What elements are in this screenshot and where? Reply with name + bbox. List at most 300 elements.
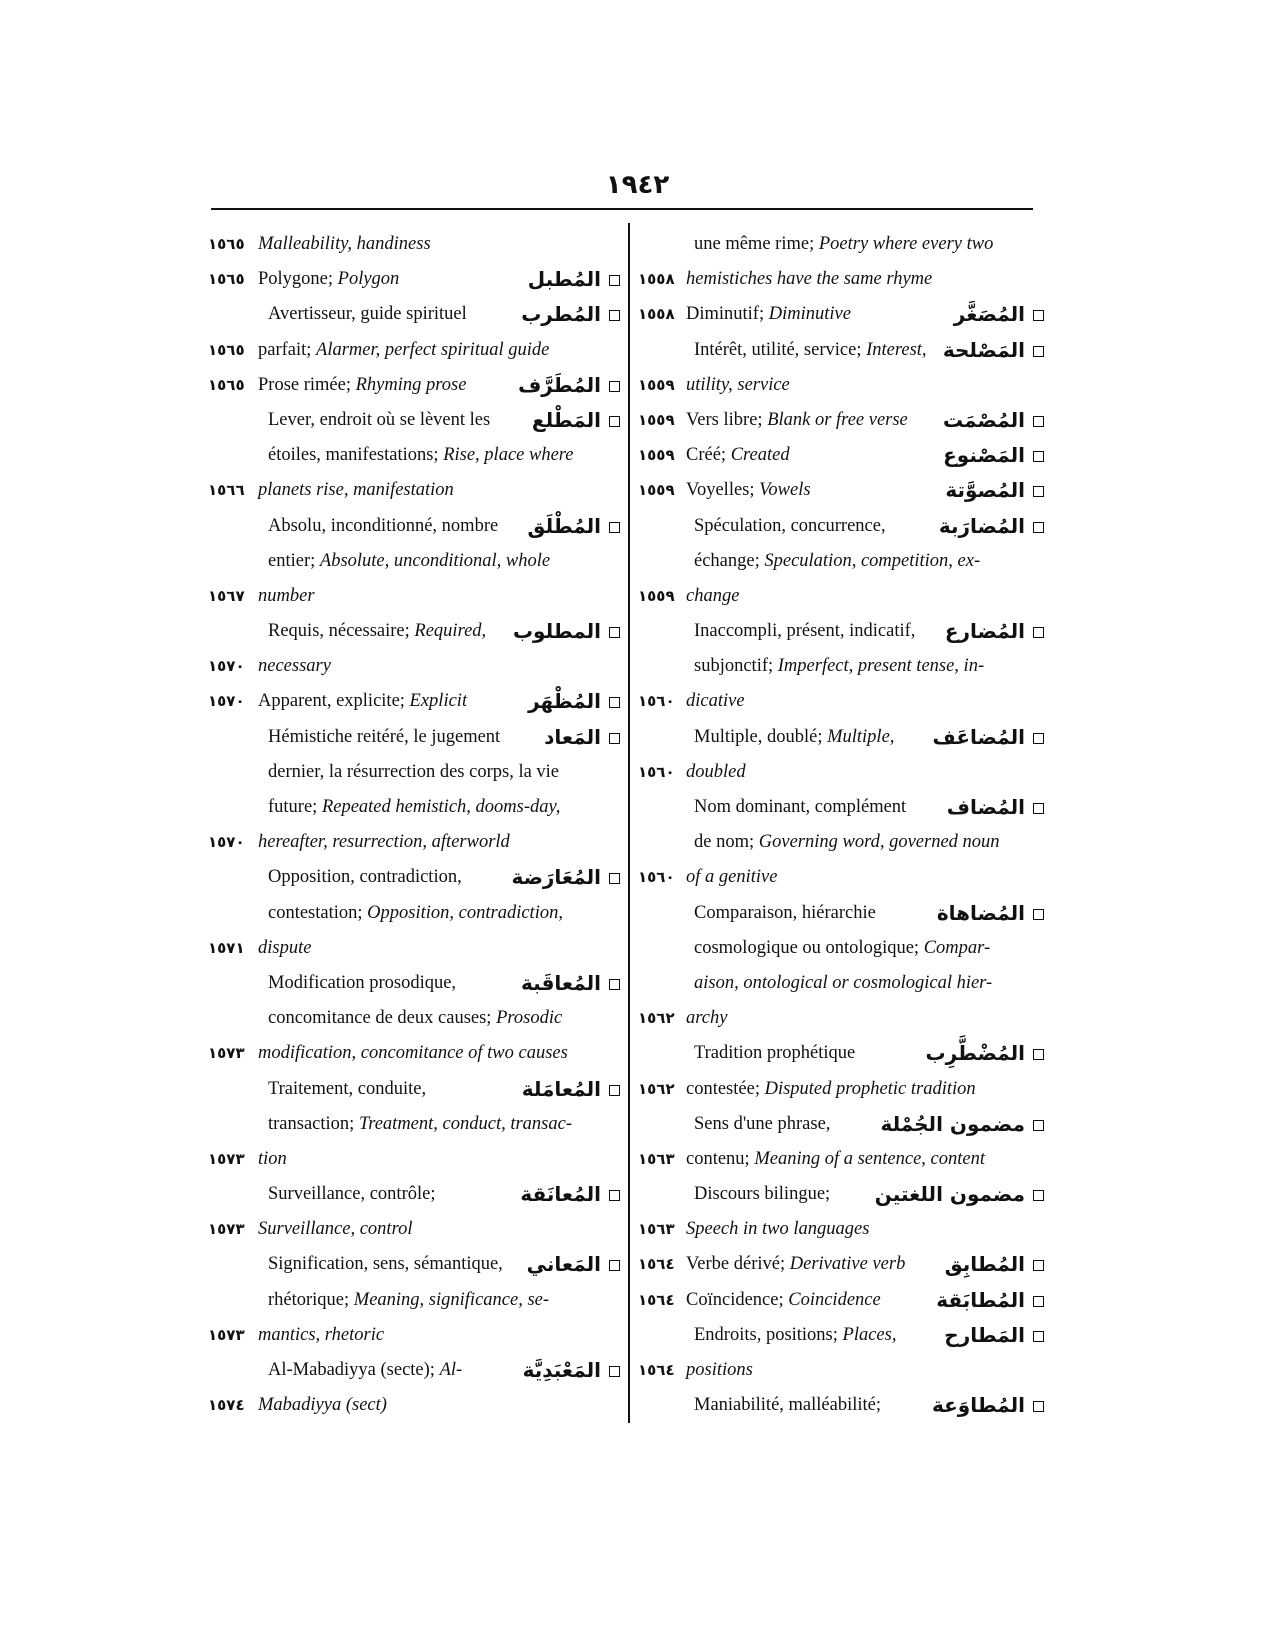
left-column bbox=[208, 228, 620, 1424]
french-definition: concomitance de deux causes; bbox=[268, 1008, 497, 1029]
arabic-headword bbox=[528, 263, 620, 295]
english-definition: change bbox=[686, 585, 740, 606]
french-definition: future; bbox=[268, 797, 322, 817]
english-definition: Meaning, significance, se- bbox=[353, 1289, 550, 1310]
entry-text bbox=[258, 263, 399, 295]
english-definition: Vowels bbox=[759, 480, 811, 501]
entry-line bbox=[208, 685, 620, 720]
arabic-term: المُعانَقة bbox=[520, 1182, 601, 1207]
arabic-term: المَصْلحة bbox=[942, 337, 1025, 362]
english-definition: Alarmer, perfect spiritual guide bbox=[316, 339, 550, 360]
arabic-term: مضمون الجُمْلة bbox=[880, 1111, 1025, 1136]
reference-page-number: ١٥٥٨ bbox=[638, 305, 675, 324]
english-definition: utility, service bbox=[686, 374, 790, 395]
entry-text bbox=[694, 932, 990, 964]
arabic-headword bbox=[532, 404, 620, 436]
entry-box-icon bbox=[1033, 1260, 1044, 1271]
arabic-headword bbox=[520, 1178, 620, 1210]
arabic-headword bbox=[932, 1389, 1044, 1421]
entry-text bbox=[686, 474, 811, 506]
entry-text bbox=[686, 1143, 985, 1175]
french-definition: Discours bilingue; bbox=[694, 1184, 831, 1205]
entry-text bbox=[258, 334, 549, 366]
entry-line bbox=[638, 932, 1044, 967]
entry-text bbox=[258, 369, 466, 401]
entry-line bbox=[208, 1108, 620, 1143]
reference-page-number: ١٥٥٩ bbox=[638, 446, 675, 465]
french-definition: Al-Mabadiyya (secte); bbox=[268, 1360, 440, 1380]
arabic-term: المُضاف bbox=[946, 795, 1025, 819]
french-definition: Apparent, explicite; bbox=[258, 691, 410, 712]
entry-line bbox=[638, 1143, 1044, 1178]
arabic-term: المَصْنوع bbox=[943, 443, 1025, 468]
english-definition: archy bbox=[686, 1008, 728, 1029]
reference-page-number: ١٥٦٤ bbox=[638, 1290, 675, 1309]
reference-page-number: ١٥٧٠ bbox=[208, 657, 245, 676]
entry-line bbox=[638, 826, 1044, 861]
entry-text bbox=[694, 615, 915, 647]
entry-line bbox=[208, 369, 620, 404]
entry-line bbox=[208, 510, 620, 545]
entry-line bbox=[638, 1319, 1044, 1354]
entry-text bbox=[268, 298, 467, 330]
arabic-headword bbox=[954, 298, 1044, 330]
english-definition: Explicit bbox=[409, 691, 468, 712]
reference-page-number: ١٥٦٤ bbox=[638, 1255, 675, 1274]
entry-text bbox=[694, 228, 993, 260]
entry-line bbox=[638, 791, 1044, 826]
entry-line bbox=[638, 756, 1044, 791]
english-definition: Prosodic bbox=[496, 1008, 563, 1029]
french-definition: cosmologique ou ontologique; bbox=[694, 937, 924, 958]
arabic-term: المُصوَّتة bbox=[945, 478, 1025, 503]
entry-box-icon bbox=[1033, 522, 1044, 533]
entry-box-icon bbox=[609, 627, 620, 638]
entry-line bbox=[638, 1389, 1044, 1424]
reference-page-number: ١٥٧٤ bbox=[208, 1396, 245, 1415]
entry-text bbox=[258, 932, 311, 964]
entry-box-icon bbox=[1033, 1120, 1044, 1131]
entry-line bbox=[638, 685, 1044, 720]
entry-box-icon bbox=[1033, 416, 1044, 427]
english-definition: Meaning of a sentence, content bbox=[754, 1148, 985, 1169]
english-definition: aison, ontological or cosmological hier- bbox=[694, 972, 993, 993]
entry-box-icon bbox=[1033, 1331, 1044, 1342]
entry-text bbox=[686, 1284, 881, 1316]
entry-text bbox=[686, 1002, 727, 1034]
french-definition: Absolu, inconditionné, nombre bbox=[268, 515, 499, 536]
entry-line bbox=[638, 369, 1044, 404]
french-definition: Voyelles; bbox=[686, 480, 760, 501]
entry-box-icon bbox=[609, 1085, 620, 1096]
entry-text bbox=[258, 826, 510, 858]
entry-text bbox=[268, 1248, 503, 1280]
entry-text bbox=[268, 1178, 435, 1210]
entry-line bbox=[208, 1354, 620, 1389]
entry-line bbox=[638, 1284, 1044, 1319]
english-definition: Governing word, governed noun bbox=[758, 832, 1000, 853]
arabic-headword bbox=[933, 721, 1044, 753]
entry-line bbox=[208, 1319, 620, 1354]
english-definition: Surveillance, control bbox=[258, 1219, 413, 1240]
entry-text bbox=[258, 580, 315, 612]
arabic-headword bbox=[521, 298, 620, 330]
entry-box-icon bbox=[1033, 1401, 1044, 1412]
entry-line bbox=[208, 826, 620, 861]
entry-box-icon bbox=[609, 275, 620, 286]
entry-line bbox=[638, 439, 1044, 474]
entry-text bbox=[268, 967, 456, 999]
english-definition: Absolute, unconditional, whole bbox=[319, 550, 551, 571]
arabic-term: المَعاني bbox=[526, 1252, 601, 1277]
french-definition: Avertisseur, guide spirituel bbox=[268, 304, 467, 325]
french-definition: transaction; bbox=[268, 1113, 359, 1134]
entry-box-icon bbox=[609, 310, 620, 321]
reference-page-number: ١٥٧٠ bbox=[208, 833, 245, 852]
english-definition: Repeated hemistich, dooms-day, bbox=[321, 797, 561, 817]
arabic-term: المَطارح bbox=[944, 1322, 1025, 1347]
french-definition: Verbe dérivé; bbox=[686, 1254, 790, 1275]
english-definition: hereafter, resurrection, afterworld bbox=[258, 832, 510, 853]
arabic-term: المَعْبَدِيَّة bbox=[522, 1358, 601, 1382]
arabic-headword bbox=[943, 439, 1044, 471]
french-definition: Prose rimée; bbox=[258, 374, 356, 395]
entry-text bbox=[258, 228, 431, 260]
right-column bbox=[638, 228, 1044, 1424]
english-definition: Malleability, handiness bbox=[258, 234, 431, 254]
entry-line bbox=[638, 1248, 1044, 1283]
entry-line bbox=[638, 721, 1044, 756]
english-definition: Compar- bbox=[923, 937, 991, 958]
arabic-headword bbox=[939, 510, 1044, 542]
english-definition: modification, concomitance of two causes bbox=[258, 1043, 568, 1064]
reference-page-number: ١٥٦٥ bbox=[208, 375, 245, 394]
reference-page-number: ١٥٦٣ bbox=[638, 1220, 675, 1239]
arabic-headword bbox=[945, 1248, 1044, 1280]
entry-line bbox=[208, 932, 620, 967]
entry-text bbox=[268, 439, 574, 471]
entry-text bbox=[268, 861, 462, 893]
entry-text bbox=[694, 1319, 896, 1351]
entry-text bbox=[268, 545, 550, 577]
entry-line bbox=[208, 298, 620, 333]
french-definition: entier; bbox=[268, 550, 320, 571]
entry-line bbox=[208, 897, 620, 932]
french-definition: contenu; bbox=[686, 1148, 755, 1169]
entry-line bbox=[208, 439, 620, 474]
entry-line bbox=[638, 1073, 1044, 1108]
arabic-term: المُطْلَق bbox=[527, 513, 601, 538]
english-definition: Rise, place where bbox=[443, 445, 574, 466]
english-definition: hemistiches have the same rhyme bbox=[686, 269, 933, 290]
entry-box-icon bbox=[609, 1260, 620, 1271]
english-definition: Places, bbox=[842, 1324, 897, 1345]
entry-text bbox=[694, 791, 906, 823]
entry-text bbox=[686, 263, 932, 295]
entry-box-icon bbox=[1033, 1049, 1044, 1060]
entry-box-icon bbox=[609, 381, 620, 392]
entry-text bbox=[268, 1002, 562, 1034]
reference-page-number: ١٥٥٩ bbox=[638, 410, 675, 429]
reference-page-number: ١٥٧٠ bbox=[208, 692, 245, 711]
entry-box-icon bbox=[609, 1190, 620, 1201]
entry-line bbox=[208, 615, 620, 650]
arabic-term: المُطبل bbox=[527, 267, 601, 292]
arabic-headword bbox=[521, 967, 620, 999]
entry-text bbox=[268, 510, 498, 542]
arabic-term: المُطابَقة bbox=[936, 1287, 1025, 1312]
english-definition: Rhyming prose bbox=[355, 374, 467, 395]
french-definition: de nom; bbox=[694, 832, 759, 853]
arabic-headword bbox=[943, 404, 1044, 436]
entry-box-icon bbox=[1033, 486, 1044, 497]
reference-page-number: ١٥٥٩ bbox=[638, 481, 675, 500]
french-definition: Tradition prophétique bbox=[694, 1043, 856, 1064]
english-definition: mantics, rhetoric bbox=[258, 1324, 385, 1345]
entry-text bbox=[258, 474, 454, 506]
english-definition: Multiple, bbox=[827, 726, 895, 747]
french-definition: échange; bbox=[694, 550, 765, 571]
arabic-term: المُطابِق bbox=[944, 1252, 1025, 1277]
french-definition: Comparaison, hiérarchie bbox=[694, 902, 876, 923]
french-definition: Lever, endroit où se lèvent les bbox=[268, 409, 491, 430]
arabic-term: المُصَغَّر bbox=[953, 302, 1025, 327]
french-definition: Polygone; bbox=[258, 269, 338, 290]
arabic-term: المُضاهاة bbox=[936, 900, 1025, 925]
entry-line bbox=[208, 474, 620, 509]
reference-page-number: ١٥٦٠ bbox=[638, 762, 675, 781]
entry-text bbox=[694, 967, 992, 999]
reference-page-number: ١٥٦٠ bbox=[638, 692, 675, 711]
entry-line bbox=[638, 545, 1044, 580]
entry-text bbox=[694, 1389, 881, 1421]
entry-line bbox=[638, 1213, 1044, 1248]
english-definition: Speech in two languages bbox=[686, 1219, 870, 1240]
english-definition: number bbox=[258, 585, 315, 606]
entry-line bbox=[208, 861, 620, 896]
entry-line bbox=[638, 1037, 1044, 1072]
entry-line bbox=[638, 615, 1044, 650]
arabic-headword bbox=[528, 685, 620, 717]
entry-text bbox=[268, 1073, 426, 1105]
entry-line bbox=[208, 1002, 620, 1037]
entry-text bbox=[686, 1354, 753, 1386]
english-definition: positions bbox=[686, 1360, 753, 1380]
entry-line bbox=[638, 897, 1044, 932]
french-definition: contestation; bbox=[268, 902, 368, 923]
entry-text bbox=[694, 1178, 830, 1210]
arabic-term: المَعاد bbox=[544, 724, 601, 749]
entry-text bbox=[686, 1248, 905, 1280]
entry-line bbox=[208, 1073, 620, 1108]
entry-line bbox=[208, 756, 620, 791]
entry-text bbox=[686, 756, 746, 788]
entry-line bbox=[638, 1354, 1044, 1389]
entry-text bbox=[694, 826, 1000, 858]
entry-box-icon bbox=[609, 979, 620, 990]
arabic-term: المُصْمَت bbox=[942, 407, 1025, 432]
entry-line bbox=[208, 721, 620, 756]
entry-line bbox=[208, 1284, 620, 1319]
top-rule bbox=[211, 208, 1033, 210]
arabic-headword bbox=[947, 791, 1044, 823]
entry-box-icon bbox=[1033, 1190, 1044, 1201]
arabic-term: المُعامَلة bbox=[521, 1076, 601, 1101]
entry-text bbox=[258, 1319, 384, 1351]
page-number: ١٩٤٢ bbox=[605, 170, 670, 200]
entry-text bbox=[258, 1213, 412, 1245]
english-definition: Blank or free verse bbox=[767, 409, 908, 430]
english-definition: of a genitive bbox=[686, 867, 778, 888]
french-definition: Signification, sens, sémantique, bbox=[268, 1254, 503, 1275]
french-definition: Spéculation, concurrence, bbox=[694, 515, 886, 536]
entry-line bbox=[638, 580, 1044, 615]
english-definition: Poetry where every two bbox=[818, 234, 994, 254]
entry-text bbox=[268, 1354, 462, 1386]
entry-line bbox=[208, 1037, 620, 1072]
french-definition: Modification prosodique, bbox=[268, 972, 457, 993]
entry-line bbox=[208, 545, 620, 580]
french-definition: Coïncidence; bbox=[686, 1289, 789, 1310]
entry-line bbox=[208, 404, 620, 439]
entry-line bbox=[638, 1108, 1044, 1143]
entry-text bbox=[268, 721, 500, 753]
entry-line bbox=[638, 1178, 1044, 1213]
english-definition: Derivative verb bbox=[789, 1254, 906, 1275]
english-definition: tion bbox=[258, 1148, 287, 1169]
english-definition: Imperfect, present tense, in- bbox=[777, 656, 985, 677]
english-definition: Disputed prophetic tradition bbox=[764, 1078, 976, 1099]
entry-line bbox=[208, 967, 620, 1002]
french-definition: parfait; bbox=[258, 339, 317, 360]
entry-text bbox=[686, 1073, 976, 1105]
entry-box-icon bbox=[609, 1366, 620, 1377]
reference-page-number: ١٥٧١ bbox=[208, 938, 245, 957]
entry-text bbox=[686, 685, 745, 717]
french-definition: Opposition, contradiction, bbox=[268, 867, 462, 888]
english-definition: Coincidence bbox=[788, 1289, 881, 1310]
arabic-term: مضمون اللغتين bbox=[874, 1182, 1025, 1207]
arabic-headword bbox=[936, 1284, 1044, 1316]
reference-page-number: ١٥٦٠ bbox=[638, 868, 675, 887]
arabic-term: المُطرب bbox=[521, 302, 601, 327]
arabic-headword bbox=[523, 1354, 620, 1386]
french-definition: Intérêt, utilité, service; bbox=[694, 339, 867, 360]
entry-text bbox=[268, 756, 559, 788]
entry-text bbox=[686, 1213, 869, 1245]
reference-page-number: ١٥٦٥ bbox=[208, 235, 245, 253]
french-definition: Endroits, positions; bbox=[694, 1324, 843, 1345]
english-definition: dispute bbox=[258, 937, 312, 958]
entry-text bbox=[258, 685, 467, 717]
french-definition: Vers libre; bbox=[686, 409, 768, 430]
reference-page-number: ١٥٧٣ bbox=[208, 1325, 245, 1344]
arabic-headword bbox=[880, 1108, 1044, 1140]
arabic-term: المطلوب bbox=[512, 619, 601, 644]
entry-text bbox=[686, 439, 790, 471]
entry-box-icon bbox=[1033, 310, 1044, 321]
english-definition: Polygon bbox=[337, 269, 400, 290]
english-definition: Speculation, competition, ex- bbox=[764, 550, 981, 571]
entry-box-icon bbox=[1033, 803, 1044, 814]
entry-box-icon bbox=[1033, 346, 1044, 357]
entry-box-icon bbox=[1033, 627, 1044, 638]
entry-text bbox=[686, 404, 908, 436]
entry-line bbox=[638, 510, 1044, 545]
entry-text bbox=[686, 369, 790, 401]
entry-text bbox=[694, 650, 984, 682]
arabic-term: المُعَارَضة bbox=[511, 865, 601, 890]
entry-text bbox=[268, 1284, 549, 1316]
entry-box-icon bbox=[1033, 1296, 1044, 1307]
arabic-term: المُطَرَّف bbox=[518, 372, 601, 397]
arabic-headword bbox=[511, 861, 620, 893]
arabic-term: المُضارع bbox=[944, 619, 1025, 644]
arabic-headword bbox=[522, 1073, 620, 1105]
entry-text bbox=[686, 861, 777, 893]
entry-text bbox=[694, 545, 980, 577]
entry-text bbox=[694, 897, 876, 929]
reference-page-number: ١٥٦٢ bbox=[638, 1079, 675, 1098]
entry-line bbox=[208, 1389, 620, 1424]
english-definition: Diminutive bbox=[768, 304, 851, 325]
arabic-headword bbox=[527, 1248, 620, 1280]
entry-text bbox=[694, 1108, 830, 1140]
english-definition: Created bbox=[730, 445, 790, 466]
entry-text bbox=[258, 1143, 287, 1175]
english-definition: necessary bbox=[258, 656, 331, 677]
entry-box-icon bbox=[1033, 909, 1044, 920]
french-definition: rhétorique; bbox=[268, 1289, 354, 1310]
arabic-headword bbox=[937, 897, 1044, 929]
reference-page-number: ١٥٧٣ bbox=[208, 1149, 245, 1168]
entry-line bbox=[208, 580, 620, 615]
french-definition: Nom dominant, complément bbox=[694, 797, 907, 817]
english-definition: planets rise, manifestation bbox=[258, 480, 454, 501]
entry-box-icon bbox=[609, 697, 620, 708]
arabic-headword bbox=[875, 1178, 1044, 1210]
entry-line bbox=[208, 791, 620, 826]
entry-text bbox=[686, 298, 851, 330]
entry-box-icon bbox=[609, 733, 620, 744]
arabic-headword bbox=[944, 1319, 1044, 1351]
arabic-headword bbox=[513, 615, 620, 647]
english-definition: Opposition, contradiction, bbox=[367, 902, 563, 923]
entry-line bbox=[208, 1213, 620, 1248]
english-definition: Mabadiyya (sect) bbox=[258, 1395, 387, 1416]
arabic-term: المُطاوَعة bbox=[932, 1393, 1025, 1418]
entry-box-icon bbox=[1033, 733, 1044, 744]
english-definition: Al- bbox=[439, 1360, 463, 1380]
arabic-term: المُضاعَف bbox=[932, 724, 1025, 749]
french-definition: Inaccompli, présent, indicatif, bbox=[694, 621, 916, 642]
entry-line bbox=[208, 263, 620, 298]
reference-page-number: ١٥٥٩ bbox=[638, 375, 675, 394]
arabic-term: المُعاقَبة bbox=[521, 970, 601, 995]
entry-text bbox=[268, 404, 490, 436]
english-definition: dicative bbox=[686, 691, 745, 712]
entry-line bbox=[208, 1143, 620, 1178]
arabic-term: المُظْهَر bbox=[528, 689, 601, 714]
entry-line bbox=[208, 650, 620, 685]
reference-page-number: ١٥٥٩ bbox=[638, 586, 675, 605]
entry-text bbox=[694, 721, 894, 753]
french-definition: Sens d'une phrase, bbox=[694, 1113, 831, 1134]
entry-line bbox=[208, 334, 620, 369]
arabic-term: المَطْلع bbox=[531, 407, 601, 432]
entry-text bbox=[258, 1389, 387, 1421]
entry-text bbox=[258, 1037, 568, 1069]
